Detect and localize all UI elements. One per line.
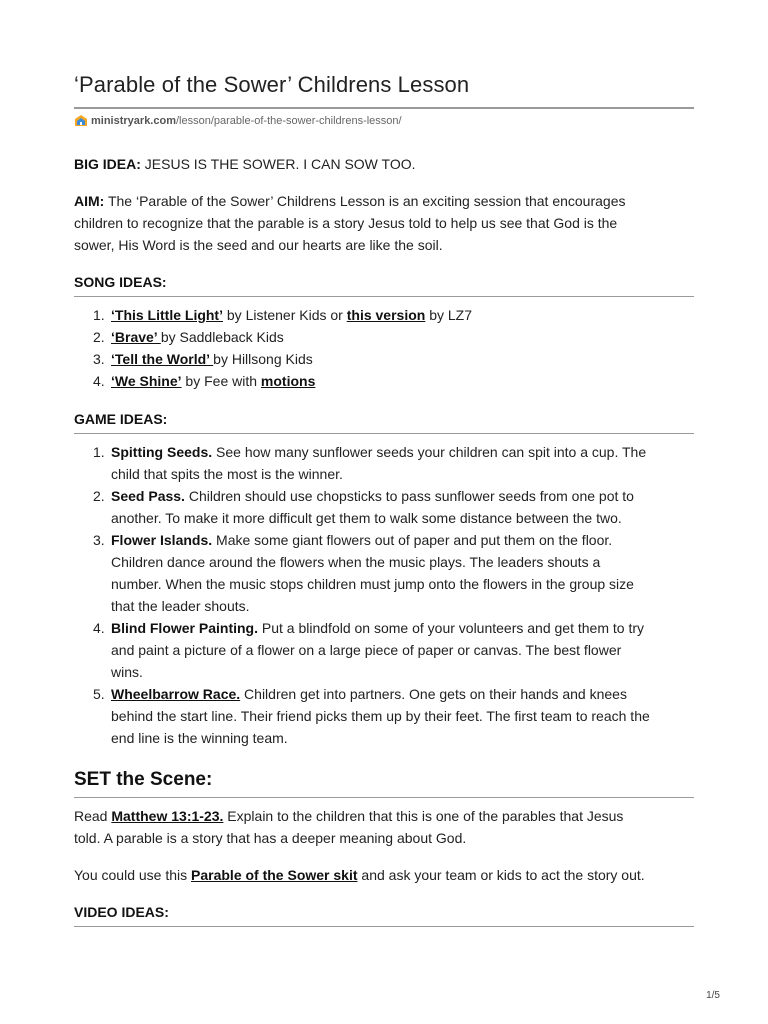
ministryark-logo-icon (74, 114, 88, 128)
song-link[interactable]: ‘Brave’ (111, 329, 161, 345)
list-item: 5. Wheelbarrow Race. Children get into partners. One gets on their hands and knees behind the start line. Their friend picks them up by their feet. The first team to reach the end line is the winning team. (93, 686, 650, 746)
big-idea-label: BIG IDEA: (74, 156, 141, 172)
song-version-link[interactable]: this version (346, 307, 426, 323)
aim-line: children to recognize that the parable is a story Jesus told to help us see that God is the (74, 215, 618, 231)
song-ideas-divider (74, 296, 694, 297)
game-name: Blind Flower Painting. (111, 620, 258, 636)
list-item: 1. ‘This Little Light’ by Listener Kids or this version by LZ7 (93, 307, 473, 323)
song-ideas-heading: SONG IDEAS: (74, 274, 167, 290)
video-ideas-heading: VIDEO IDEAS: (74, 904, 169, 920)
paragraph-line: told. A parable is a story that has a deeper meaning about God. (74, 830, 467, 846)
song-ideas-list (74, 304, 694, 392)
game-ideas-heading: GAME IDEAS: (74, 411, 168, 427)
list-item: 1. Spitting Seeds. See how many sunflower seeds your children can spit into a cup. The child that spits the most is the winner. (93, 444, 647, 482)
aim-label: AIM: (74, 193, 105, 209)
set-scene-heading: SET the Scene: (74, 769, 213, 790)
set-scene-paragraph-2: You could use this Parable of the Sower skit and ask your team or kids to act the story out. (74, 867, 645, 883)
big-idea (74, 153, 694, 175)
song-link[interactable]: ‘This Little Light’ (111, 307, 223, 323)
source-site[interactable]: ministryark.com (91, 115, 176, 127)
aim-line: The ‘Parable of the Sower’ Childrens Lesson is an exciting session that encourages (104, 193, 626, 209)
list-item: 2. Seed Pass. Children should use chopsticks to pass sunflower seeds from one pot to another. To make it more difficult get them to walk some distance between the two. (93, 488, 634, 526)
aim-line: sower, His Word is the seed and our hearts are like the soil. (74, 237, 443, 253)
aim-paragraph (74, 190, 694, 256)
game-name: Flower Islands. (111, 532, 213, 548)
list-item: 4. Blind Flower Painting. Put a blindfold on some of your volunteers and get them to try and paint a picture of a flower on a large piece of paper or canvas. The best flower wins. (93, 620, 644, 680)
list-item: 3. ‘Tell the World’ by Hillsong Kids (93, 351, 313, 367)
game-ideas-divider (74, 433, 694, 434)
game-ideas-list (74, 441, 694, 749)
big-idea-text: JESUS IS THE SOWER. I CAN SOW TOO. (140, 156, 416, 172)
game-name: Spitting Seeds. (111, 444, 213, 460)
set-scene-paragraph-1: Read Matthew 13:1-23. Explain to the children that this is one of the parables that Jesus told. A parable is a story that has a deeper meaning about God. (74, 805, 694, 849)
page-title: ‘Parable of the Sower’ Childrens Lesson (74, 72, 470, 97)
source-path[interactable]: /lesson/parable-of-the-sower-childrens-lesson/ (175, 115, 402, 127)
skit-link[interactable]: Parable of the Sower skit (191, 867, 358, 883)
wheelbarrow-race-link[interactable]: Wheelbarrow Race. (111, 686, 241, 702)
source-url[interactable] (74, 114, 402, 128)
matthew-link[interactable]: Matthew 13:1-23. (111, 808, 224, 824)
list-item: 2. ‘Brave’ by Saddleback Kids (93, 329, 284, 345)
page-number: 1/5 (706, 990, 720, 1001)
title-divider (74, 107, 694, 109)
motions-link[interactable]: motions (260, 373, 316, 389)
game-name: Seed Pass. (111, 488, 185, 504)
video-ideas-divider (74, 926, 694, 927)
set-scene-divider (74, 797, 694, 798)
song-link[interactable]: ‘We Shine’ (111, 373, 182, 389)
list-item: 4. ‘We Shine’ by Fee with motions (93, 373, 316, 389)
list-item: 3. Flower Islands. Make some giant flowers out of paper and put them on the floor. Children dance around the flowers when the music plays. The leaders shouts a number. When the music stops children must jump onto the flowers in the group size that the leader shouts. (93, 532, 634, 614)
song-link[interactable]: ‘Tell the World’ (111, 351, 214, 367)
